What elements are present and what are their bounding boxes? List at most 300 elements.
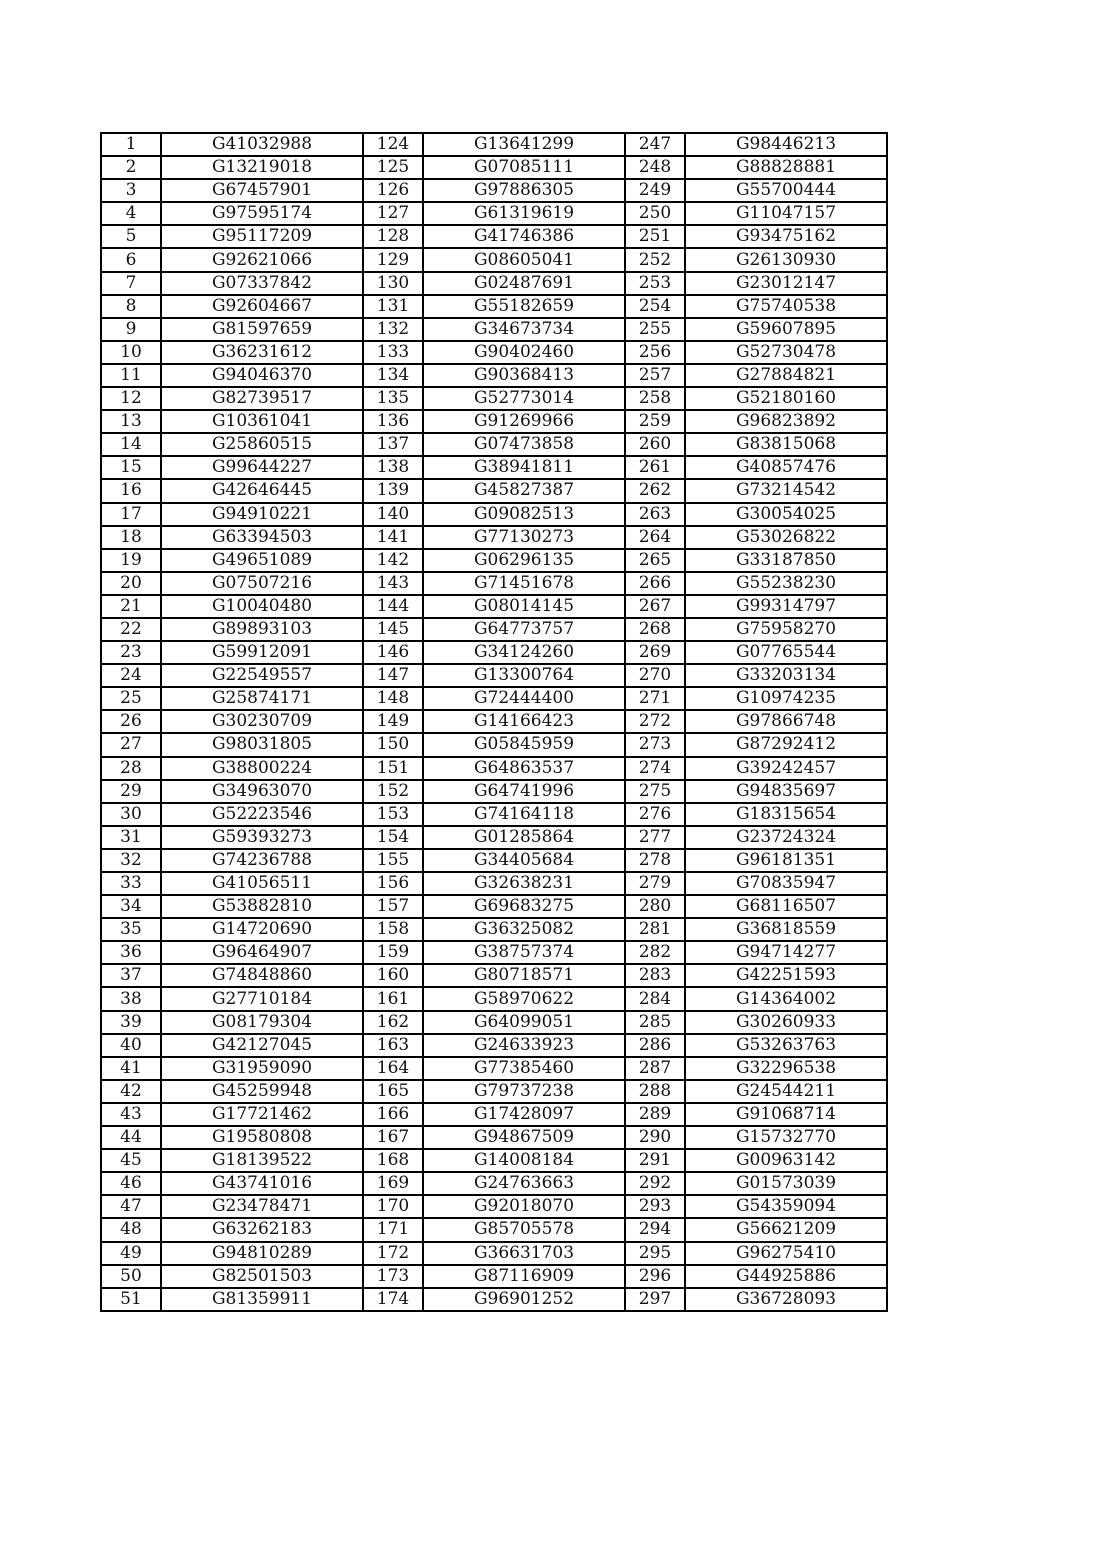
table-row bbox=[101, 156, 887, 179]
row-number-cell: 9 bbox=[101, 318, 161, 341]
row-number-cell: 134 bbox=[363, 364, 423, 387]
id-code-cell: G23012147 bbox=[685, 272, 887, 295]
row-number-cell: 41 bbox=[101, 1057, 161, 1080]
id-code-cell: G34673734 bbox=[423, 318, 625, 341]
id-code-cell: G14008184 bbox=[423, 1149, 625, 1172]
row-number-cell: 21 bbox=[101, 595, 161, 618]
id-code-cell: G30230709 bbox=[161, 710, 363, 733]
id-code-cell: G13219018 bbox=[161, 156, 363, 179]
table-row bbox=[101, 1218, 887, 1241]
id-code-cell: G55182659 bbox=[423, 295, 625, 318]
row-number-cell: 47 bbox=[101, 1195, 161, 1218]
id-code-cell: G53026822 bbox=[685, 526, 887, 549]
row-number-cell: 171 bbox=[363, 1218, 423, 1241]
id-code-cell: G10040480 bbox=[161, 595, 363, 618]
row-number-cell: 279 bbox=[625, 872, 685, 895]
row-number-cell: 139 bbox=[363, 479, 423, 502]
table-row bbox=[101, 733, 887, 756]
id-code-cell: G59607895 bbox=[685, 318, 887, 341]
row-number-cell: 5 bbox=[101, 225, 161, 248]
id-code-cell: G14166423 bbox=[423, 710, 625, 733]
row-number-cell: 28 bbox=[101, 757, 161, 780]
row-number-cell: 18 bbox=[101, 526, 161, 549]
table-row bbox=[101, 295, 887, 318]
row-number-cell: 283 bbox=[625, 964, 685, 987]
table-row bbox=[101, 595, 887, 618]
row-number-cell: 149 bbox=[363, 710, 423, 733]
row-number-cell: 271 bbox=[625, 687, 685, 710]
row-number-cell: 34 bbox=[101, 895, 161, 918]
id-code-cell: G14720690 bbox=[161, 918, 363, 941]
id-code-cell: G59393273 bbox=[161, 826, 363, 849]
id-code-cell: G67457901 bbox=[161, 179, 363, 202]
row-number-cell: 274 bbox=[625, 757, 685, 780]
id-code-cell: G58970622 bbox=[423, 987, 625, 1010]
id-code-cell: G97595174 bbox=[161, 202, 363, 225]
row-number-cell: 8 bbox=[101, 295, 161, 318]
table-row bbox=[101, 202, 887, 225]
id-code-cell: G36631703 bbox=[423, 1242, 625, 1265]
row-number-cell: 287 bbox=[625, 1057, 685, 1080]
id-code-cell: G07337842 bbox=[161, 272, 363, 295]
row-number-cell: 48 bbox=[101, 1218, 161, 1241]
row-number-cell: 35 bbox=[101, 918, 161, 941]
id-code-cell: G82501503 bbox=[161, 1265, 363, 1288]
id-code-cell: G36231612 bbox=[161, 341, 363, 364]
row-number-cell: 272 bbox=[625, 710, 685, 733]
id-code-cell: G87292412 bbox=[685, 733, 887, 756]
id-code-cell: G68116507 bbox=[685, 895, 887, 918]
row-number-cell: 268 bbox=[625, 618, 685, 641]
row-number-cell: 2 bbox=[101, 156, 161, 179]
row-number-cell: 249 bbox=[625, 179, 685, 202]
id-code-cell: G71451678 bbox=[423, 572, 625, 595]
row-number-cell: 31 bbox=[101, 826, 161, 849]
id-code-cell: G31959090 bbox=[161, 1057, 363, 1080]
table-row bbox=[101, 1103, 887, 1126]
id-code-cell: G96181351 bbox=[685, 849, 887, 872]
id-code-cell: G18315654 bbox=[685, 803, 887, 826]
row-number-cell: 46 bbox=[101, 1172, 161, 1195]
table-row bbox=[101, 1126, 887, 1149]
id-code-cell: G33187850 bbox=[685, 549, 887, 572]
row-number-cell: 128 bbox=[363, 225, 423, 248]
id-code-cell: G24633923 bbox=[423, 1034, 625, 1057]
id-code-cell: G52730478 bbox=[685, 341, 887, 364]
id-code-cell: G98031805 bbox=[161, 733, 363, 756]
id-code-cell: G41056511 bbox=[161, 872, 363, 895]
id-code-cell: G34124260 bbox=[423, 641, 625, 664]
id-code-cell: G36728093 bbox=[685, 1288, 887, 1311]
row-number-cell: 162 bbox=[363, 1011, 423, 1034]
id-code-cell: G73214542 bbox=[685, 479, 887, 502]
id-code-cell: G22549557 bbox=[161, 664, 363, 687]
row-number-cell: 143 bbox=[363, 572, 423, 595]
id-code-cell: G94867509 bbox=[423, 1126, 625, 1149]
id-code-cell: G82739517 bbox=[161, 387, 363, 410]
row-number-cell: 262 bbox=[625, 479, 685, 502]
table-row bbox=[101, 849, 887, 872]
row-number-cell: 281 bbox=[625, 918, 685, 941]
row-number-cell: 255 bbox=[625, 318, 685, 341]
id-code-cell: G64099051 bbox=[423, 1011, 625, 1034]
id-code-cell: G74236788 bbox=[161, 849, 363, 872]
table-row bbox=[101, 1149, 887, 1172]
row-number-cell: 146 bbox=[363, 641, 423, 664]
row-number-cell: 45 bbox=[101, 1149, 161, 1172]
row-number-cell: 285 bbox=[625, 1011, 685, 1034]
row-number-cell: 282 bbox=[625, 941, 685, 964]
row-number-cell: 19 bbox=[101, 549, 161, 572]
row-number-cell: 288 bbox=[625, 1080, 685, 1103]
id-code-cell: G95117209 bbox=[161, 225, 363, 248]
id-code-cell: G52180160 bbox=[685, 387, 887, 410]
row-number-cell: 164 bbox=[363, 1057, 423, 1080]
row-number-cell: 170 bbox=[363, 1195, 423, 1218]
row-number-cell: 24 bbox=[101, 664, 161, 687]
table-row bbox=[101, 318, 887, 341]
table-row bbox=[101, 1011, 887, 1034]
row-number-cell: 126 bbox=[363, 179, 423, 202]
table-row bbox=[101, 918, 887, 941]
row-number-cell: 26 bbox=[101, 710, 161, 733]
table-row bbox=[101, 1172, 887, 1195]
id-code-cell: G90368413 bbox=[423, 364, 625, 387]
row-number-cell: 297 bbox=[625, 1288, 685, 1311]
row-number-cell: 261 bbox=[625, 456, 685, 479]
row-number-cell: 158 bbox=[363, 918, 423, 941]
id-code-cell: G77130273 bbox=[423, 526, 625, 549]
row-number-cell: 125 bbox=[363, 156, 423, 179]
id-code-cell: G41032988 bbox=[161, 133, 363, 156]
row-number-cell: 144 bbox=[363, 595, 423, 618]
table-row bbox=[101, 1080, 887, 1103]
id-code-cell: G55238230 bbox=[685, 572, 887, 595]
id-code-cell: G42127045 bbox=[161, 1034, 363, 1057]
id-code-cell: G10361041 bbox=[161, 410, 363, 433]
id-code-cell: G91269966 bbox=[423, 410, 625, 433]
id-code-cell: G53263763 bbox=[685, 1034, 887, 1057]
id-code-cell: G53882810 bbox=[161, 895, 363, 918]
row-number-cell: 252 bbox=[625, 248, 685, 271]
row-number-cell: 267 bbox=[625, 595, 685, 618]
id-code-cell: G83815068 bbox=[685, 433, 887, 456]
row-number-cell: 263 bbox=[625, 503, 685, 526]
row-number-cell: 29 bbox=[101, 780, 161, 803]
table-row bbox=[101, 1288, 887, 1311]
table-row bbox=[101, 133, 887, 156]
row-number-cell: 51 bbox=[101, 1288, 161, 1311]
id-code-cell: G96275410 bbox=[685, 1242, 887, 1265]
id-code-cell: G06296135 bbox=[423, 549, 625, 572]
row-number-cell: 250 bbox=[625, 202, 685, 225]
id-code-cell: G25874171 bbox=[161, 687, 363, 710]
id-code-cell: G61319619 bbox=[423, 202, 625, 225]
row-number-cell: 10 bbox=[101, 341, 161, 364]
id-code-cell: G94910221 bbox=[161, 503, 363, 526]
id-code-cell: G09082513 bbox=[423, 503, 625, 526]
id-code-cell: G08605041 bbox=[423, 248, 625, 271]
row-number-cell: 163 bbox=[363, 1034, 423, 1057]
row-number-cell: 141 bbox=[363, 526, 423, 549]
row-number-cell: 14 bbox=[101, 433, 161, 456]
id-code-cell: G54359094 bbox=[685, 1195, 887, 1218]
row-number-cell: 127 bbox=[363, 202, 423, 225]
row-number-cell: 38 bbox=[101, 987, 161, 1010]
row-number-cell: 286 bbox=[625, 1034, 685, 1057]
id-code-cell: G59912091 bbox=[161, 641, 363, 664]
id-code-cell: G45827387 bbox=[423, 479, 625, 502]
row-number-cell: 155 bbox=[363, 849, 423, 872]
id-code-cell: G92604667 bbox=[161, 295, 363, 318]
row-number-cell: 22 bbox=[101, 618, 161, 641]
id-code-cell: G26130930 bbox=[685, 248, 887, 271]
id-code-cell: G74164118 bbox=[423, 803, 625, 826]
id-code-cell: G94046370 bbox=[161, 364, 363, 387]
table-row bbox=[101, 780, 887, 803]
row-number-cell: 159 bbox=[363, 941, 423, 964]
id-code-cell: G97886305 bbox=[423, 179, 625, 202]
row-number-cell: 278 bbox=[625, 849, 685, 872]
row-number-cell: 16 bbox=[101, 479, 161, 502]
row-number-cell: 43 bbox=[101, 1103, 161, 1126]
row-number-cell: 23 bbox=[101, 641, 161, 664]
id-code-cell: G96901252 bbox=[423, 1288, 625, 1311]
table-row bbox=[101, 248, 887, 271]
row-number-cell: 292 bbox=[625, 1172, 685, 1195]
id-code-cell: G49651089 bbox=[161, 549, 363, 572]
id-code-cell: G30054025 bbox=[685, 503, 887, 526]
id-code-cell: G42646445 bbox=[161, 479, 363, 502]
row-number-cell: 3 bbox=[101, 179, 161, 202]
row-number-cell: 154 bbox=[363, 826, 423, 849]
row-number-cell: 147 bbox=[363, 664, 423, 687]
id-code-cell: G93475162 bbox=[685, 225, 887, 248]
row-number-cell: 172 bbox=[363, 1242, 423, 1265]
table-row bbox=[101, 225, 887, 248]
row-number-cell: 275 bbox=[625, 780, 685, 803]
table-row bbox=[101, 987, 887, 1010]
table-row bbox=[101, 549, 887, 572]
row-number-cell: 42 bbox=[101, 1080, 161, 1103]
table-row bbox=[101, 664, 887, 687]
id-code-cell: G17428097 bbox=[423, 1103, 625, 1126]
row-number-cell: 247 bbox=[625, 133, 685, 156]
row-number-cell: 273 bbox=[625, 733, 685, 756]
id-code-cell: G64773757 bbox=[423, 618, 625, 641]
id-code-cell: G05845959 bbox=[423, 733, 625, 756]
id-code-cell: G14364002 bbox=[685, 987, 887, 1010]
id-code-cell: G64863537 bbox=[423, 757, 625, 780]
row-number-cell: 277 bbox=[625, 826, 685, 849]
table-row bbox=[101, 572, 887, 595]
table-row bbox=[101, 179, 887, 202]
row-number-cell: 254 bbox=[625, 295, 685, 318]
id-code-cell: G17721462 bbox=[161, 1103, 363, 1126]
row-number-cell: 136 bbox=[363, 410, 423, 433]
row-number-cell: 173 bbox=[363, 1265, 423, 1288]
row-number-cell: 266 bbox=[625, 572, 685, 595]
id-code-cell: G74848860 bbox=[161, 964, 363, 987]
id-code-cell: G81359911 bbox=[161, 1288, 363, 1311]
id-code-cell: G13641299 bbox=[423, 133, 625, 156]
row-number-cell: 290 bbox=[625, 1126, 685, 1149]
row-number-cell: 161 bbox=[363, 987, 423, 1010]
id-code-cell: G36325082 bbox=[423, 918, 625, 941]
row-number-cell: 248 bbox=[625, 156, 685, 179]
row-number-cell: 169 bbox=[363, 1172, 423, 1195]
table-row bbox=[101, 272, 887, 295]
row-number-cell: 20 bbox=[101, 572, 161, 595]
id-code-cell: G94810289 bbox=[161, 1242, 363, 1265]
row-number-cell: 25 bbox=[101, 687, 161, 710]
id-code-cell: G63262183 bbox=[161, 1218, 363, 1241]
id-code-cell: G77385460 bbox=[423, 1057, 625, 1080]
row-number-cell: 124 bbox=[363, 133, 423, 156]
table-row bbox=[101, 433, 887, 456]
id-code-cell: G10974235 bbox=[685, 687, 887, 710]
row-number-cell: 36 bbox=[101, 941, 161, 964]
id-code-cell: G24544211 bbox=[685, 1080, 887, 1103]
row-number-cell: 131 bbox=[363, 295, 423, 318]
table-row bbox=[101, 1265, 887, 1288]
row-number-cell: 37 bbox=[101, 964, 161, 987]
row-number-cell: 289 bbox=[625, 1103, 685, 1126]
id-code-cell: G91068714 bbox=[685, 1103, 887, 1126]
table-body bbox=[101, 133, 887, 1311]
id-code-cell: G02487691 bbox=[423, 272, 625, 295]
id-code-cell: G63394503 bbox=[161, 526, 363, 549]
id-code-cell: G52223546 bbox=[161, 803, 363, 826]
table-row bbox=[101, 479, 887, 502]
id-code-cell: G80718571 bbox=[423, 964, 625, 987]
row-number-cell: 257 bbox=[625, 364, 685, 387]
row-number-cell: 160 bbox=[363, 964, 423, 987]
row-number-cell: 294 bbox=[625, 1218, 685, 1241]
id-code-cell: G81597659 bbox=[161, 318, 363, 341]
id-code-cell: G23724324 bbox=[685, 826, 887, 849]
id-code-cell: G43741016 bbox=[161, 1172, 363, 1195]
row-number-cell: 7 bbox=[101, 272, 161, 295]
row-number-cell: 157 bbox=[363, 895, 423, 918]
row-number-cell: 251 bbox=[625, 225, 685, 248]
table-row bbox=[101, 503, 887, 526]
row-number-cell: 137 bbox=[363, 433, 423, 456]
id-code-cell: G75958270 bbox=[685, 618, 887, 641]
row-number-cell: 6 bbox=[101, 248, 161, 271]
id-code-cell: G07507216 bbox=[161, 572, 363, 595]
id-code-cell: G98446213 bbox=[685, 133, 887, 156]
id-code-cell: G69683275 bbox=[423, 895, 625, 918]
id-code-cell: G99644227 bbox=[161, 456, 363, 479]
id-code-cell: G32296538 bbox=[685, 1057, 887, 1080]
row-number-cell: 165 bbox=[363, 1080, 423, 1103]
row-number-cell: 174 bbox=[363, 1288, 423, 1311]
row-number-cell: 148 bbox=[363, 687, 423, 710]
id-code-cell: G18139522 bbox=[161, 1149, 363, 1172]
row-number-cell: 142 bbox=[363, 549, 423, 572]
id-code-cell: G72444400 bbox=[423, 687, 625, 710]
row-number-cell: 39 bbox=[101, 1011, 161, 1034]
table-row bbox=[101, 872, 887, 895]
id-code-cell: G88828881 bbox=[685, 156, 887, 179]
id-code-cell: G34963070 bbox=[161, 780, 363, 803]
id-code-cell: G70835947 bbox=[685, 872, 887, 895]
id-code-cell: G07473858 bbox=[423, 433, 625, 456]
table-row bbox=[101, 687, 887, 710]
row-number-cell: 258 bbox=[625, 387, 685, 410]
id-code-cell: G44925886 bbox=[685, 1265, 887, 1288]
table-row bbox=[101, 410, 887, 433]
table-row bbox=[101, 364, 887, 387]
table-row bbox=[101, 803, 887, 826]
id-code-cell: G97866748 bbox=[685, 710, 887, 733]
table-row bbox=[101, 641, 887, 664]
table-row bbox=[101, 1242, 887, 1265]
id-code-cell: G27884821 bbox=[685, 364, 887, 387]
id-code-cell: G36818559 bbox=[685, 918, 887, 941]
id-code-cell: G96464907 bbox=[161, 941, 363, 964]
id-code-cell: G52773014 bbox=[423, 387, 625, 410]
id-code-cell: G34405684 bbox=[423, 849, 625, 872]
row-number-cell: 259 bbox=[625, 410, 685, 433]
table-row bbox=[101, 1057, 887, 1080]
row-number-cell: 270 bbox=[625, 664, 685, 687]
row-number-cell: 33 bbox=[101, 872, 161, 895]
id-code-cell: G40857476 bbox=[685, 456, 887, 479]
row-number-cell: 17 bbox=[101, 503, 161, 526]
row-number-cell: 296 bbox=[625, 1265, 685, 1288]
table-row bbox=[101, 387, 887, 410]
id-code-cell: G32638231 bbox=[423, 872, 625, 895]
row-number-cell: 140 bbox=[363, 503, 423, 526]
row-number-cell: 295 bbox=[625, 1242, 685, 1265]
row-number-cell: 253 bbox=[625, 272, 685, 295]
row-number-cell: 265 bbox=[625, 549, 685, 572]
row-number-cell: 150 bbox=[363, 733, 423, 756]
id-code-cell: G08179304 bbox=[161, 1011, 363, 1034]
row-number-cell: 293 bbox=[625, 1195, 685, 1218]
id-code-cell: G79737238 bbox=[423, 1080, 625, 1103]
table-row bbox=[101, 618, 887, 641]
id-code-cell: G19580808 bbox=[161, 1126, 363, 1149]
row-number-cell: 156 bbox=[363, 872, 423, 895]
row-number-cell: 138 bbox=[363, 456, 423, 479]
row-number-cell: 40 bbox=[101, 1034, 161, 1057]
id-code-cell: G13300764 bbox=[423, 664, 625, 687]
row-number-cell: 15 bbox=[101, 456, 161, 479]
row-number-cell: 166 bbox=[363, 1103, 423, 1126]
id-code-cell: G94714277 bbox=[685, 941, 887, 964]
table-row bbox=[101, 895, 887, 918]
row-number-cell: 168 bbox=[363, 1149, 423, 1172]
id-code-cell: G11047157 bbox=[685, 202, 887, 225]
row-number-cell: 151 bbox=[363, 757, 423, 780]
table-row bbox=[101, 710, 887, 733]
row-number-cell: 11 bbox=[101, 364, 161, 387]
id-code-cell: G30260933 bbox=[685, 1011, 887, 1034]
id-code-cell: G94835697 bbox=[685, 780, 887, 803]
id-code-cell: G08014145 bbox=[423, 595, 625, 618]
id-code-cell: G87116909 bbox=[423, 1265, 625, 1288]
row-number-cell: 280 bbox=[625, 895, 685, 918]
id-code-cell: G07765544 bbox=[685, 641, 887, 664]
table-row bbox=[101, 1195, 887, 1218]
row-number-cell: 167 bbox=[363, 1126, 423, 1149]
row-number-cell: 50 bbox=[101, 1265, 161, 1288]
id-code-cell: G01285864 bbox=[423, 826, 625, 849]
id-code-cell: G00963142 bbox=[685, 1149, 887, 1172]
